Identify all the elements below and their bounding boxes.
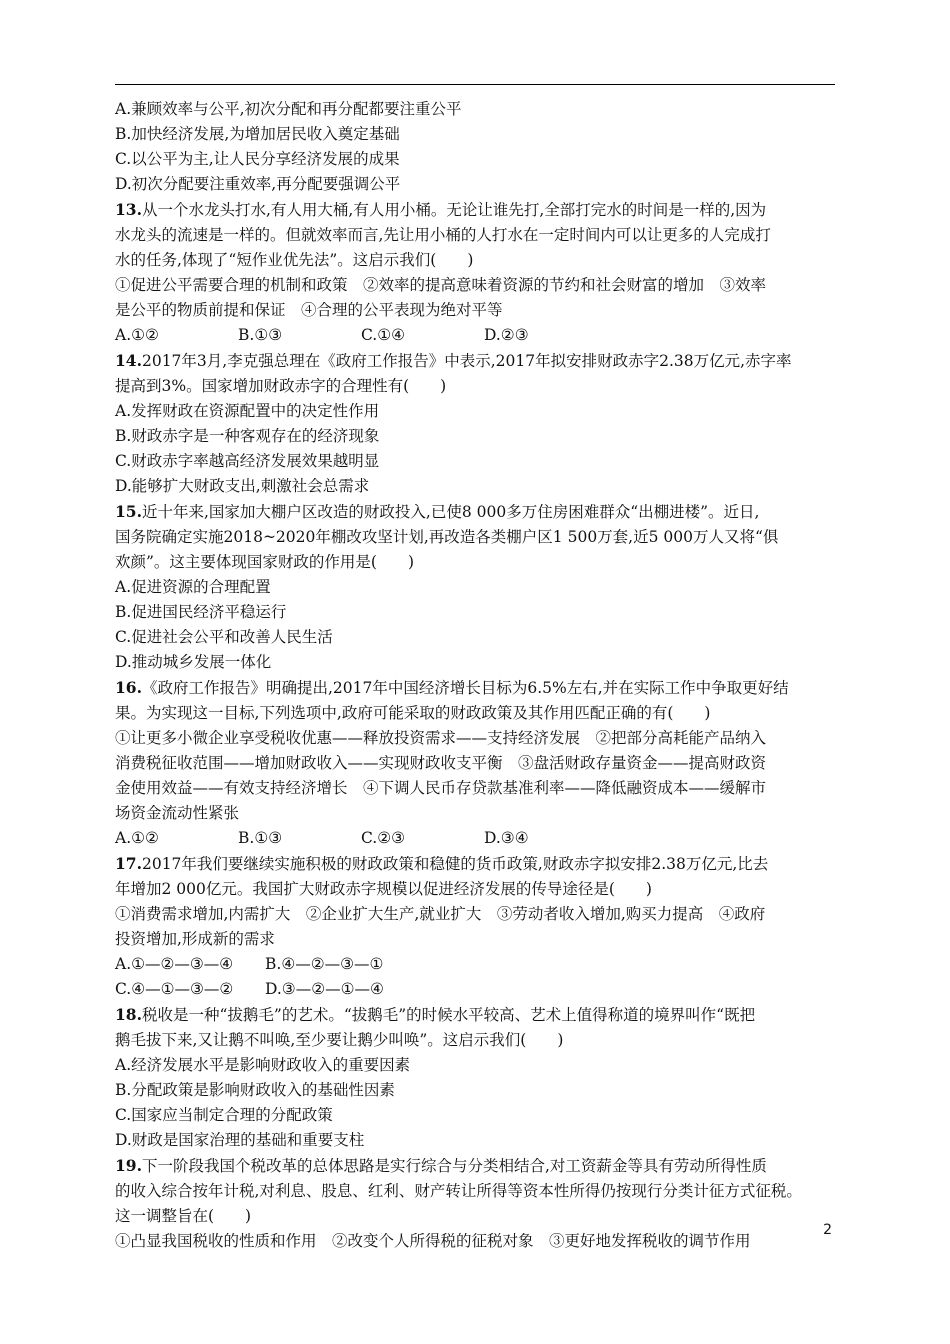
- option: C.以公平为主,让人民分享经济发展的成果: [115, 150, 400, 168]
- question-item: ①消费需求增加,内需扩大 ②企业扩大生产,就业扩大 ③劳动者收入增加,购买力提高 ④政府: [115, 905, 766, 923]
- option: C.促进社会公平和改善人民生活: [115, 628, 333, 646]
- option: A.经济发展水平是影响财政收入的重要因素: [115, 1056, 411, 1074]
- option: B.加快经济发展,为增加居民收入奠定基础: [115, 125, 400, 143]
- question-stem: 提高到3%。国家增加财政赤字的合理性有( ): [115, 377, 447, 395]
- question-13: [115, 197, 837, 348]
- question-stem: 欢颜”。这主要体现国家财政的作用是( ): [115, 553, 415, 571]
- option: C.①④: [361, 326, 406, 344]
- option: D.初次分配要注重效率,再分配要强调公平: [115, 175, 401, 193]
- question-18: [115, 1002, 837, 1153]
- question-stem: 从一个水龙头打水,有人用大桶,有人用小桶。无论让谁先打,全部打完水的时间是一样的,因为: [141, 201, 767, 219]
- question-stem: 果。为实现这一目标,下列选项中,政府可能采取的财政政策及其作用匹配正确的有( ): [115, 704, 711, 722]
- question-16: [115, 675, 837, 851]
- options-row: [115, 952, 837, 977]
- options-row: [115, 977, 837, 1002]
- question-number: 14.: [115, 351, 142, 370]
- option: D.财政是国家治理的基础和重要支柱: [115, 1131, 365, 1149]
- option: B.①③: [238, 326, 283, 344]
- option: D.能够扩大财政支出,刺激社会总需求: [115, 477, 370, 495]
- options-row: [115, 323, 837, 348]
- question-stem: 年增加2 000亿元。我国扩大财政赤字规模以促进经济发展的传导途径是( ): [115, 880, 652, 898]
- question-stem: 2017年3月,李克强总理在《政府工作报告》中表示,2017年拟安排财政赤字2.38万亿元,赤字率: [141, 352, 792, 370]
- question-stem: 近十年来,国家加大棚户区改造的财政投入,已使8 000多万住房困难群众“出棚进楼”。近日,: [141, 503, 760, 521]
- question-19: [115, 1153, 837, 1254]
- page-content: [115, 97, 837, 1254]
- question-stem: 的收入综合按年计税,对利息、股息、红利、财产转让所得等资本性所得仍按现行分类计征方式征税。: [115, 1182, 802, 1200]
- option: D.推动城乡发展一体化: [115, 653, 272, 671]
- question-stem: 税收是一种“拔鹅毛”的艺术。“拔鹅毛”的时候水平较高、艺术上值得称道的境界叫作“既把: [141, 1006, 756, 1024]
- question-item: 消费税征收范围——增加财政收入——实现财政收支平衡 ③盘活财政存量资金——提高财政资: [115, 754, 767, 772]
- q12-options: [115, 97, 837, 197]
- question-item: 场资金流动性紧张: [115, 804, 240, 822]
- question-number: 19.: [115, 1156, 142, 1175]
- question-number: 16.: [115, 678, 142, 697]
- question-number: 17.: [115, 854, 142, 873]
- option: B.④—②—③—①: [265, 955, 384, 973]
- page-number: 2: [823, 1222, 832, 1238]
- question-stem: 下一阶段我国个税改革的总体思路是实行综合与分类相结合,对工资薪金等具有劳动所得性质: [141, 1157, 767, 1175]
- option: A.①—②—③—④: [115, 955, 234, 973]
- option: A.①②: [115, 326, 159, 344]
- option: A.兼顾效率与公平,初次分配和再分配都要注重公平: [115, 100, 462, 118]
- question-stem: 2017年我们要继续实施积极的财政政策和稳健的货币政策,财政赤字拟安排2.38万亿元,比去: [141, 855, 769, 873]
- question-stem: 《政府工作报告》明确提出,2017年中国经济增长目标为6.5%左右,并在实际工作中争取更好结: [141, 679, 789, 697]
- question-stem: 水龙头的流速是一样的。但就效率而言,先让用小桶的人打水在一定时间内可以让更多的人完成打: [115, 226, 771, 244]
- option: A.促进资源的合理配置: [115, 578, 271, 596]
- question-item: ①促进公平需要合理的机制和政策 ②效率的提高意味着资源的节约和社会财富的增加 ③效率: [115, 276, 767, 294]
- question-number: 18.: [115, 1005, 142, 1024]
- question-item: ①让更多小微企业享受税收优惠——释放投资需求——支持经济发展 ②把部分高耗能产品纳入: [115, 729, 767, 747]
- option: C.财政赤字率越高经济发展效果越明显: [115, 452, 380, 470]
- header-rule: [115, 84, 835, 85]
- option: C.②③: [361, 829, 406, 847]
- question-17: [115, 851, 837, 1002]
- question-item: ①凸显我国税收的性质和作用 ②改变个人所得税的征税对象 ③更好地发挥税收的调节作用: [115, 1232, 751, 1250]
- option: C.国家应当制定合理的分配政策: [115, 1106, 333, 1124]
- question-stem: 国务院确定实施2018~2020年棚改攻坚计划,再改造各类棚户区1 500万套,近5 000万人又将“俱: [115, 528, 779, 546]
- option: D.③—②—①—④: [265, 980, 384, 998]
- options-row: [115, 826, 837, 851]
- option: B.促进国民经济平稳运行: [115, 603, 287, 621]
- question-item: 投资增加,形成新的需求: [115, 930, 275, 948]
- option: C.④—①—③—②: [115, 980, 234, 998]
- question-item: 金使用效益——有效支持经济增长 ④下调人民币存贷款基准利率——降低融资成本——缓解市: [115, 779, 767, 797]
- question-stem: 水的任务,体现了“短作业优先法”。这启示我们( ): [115, 251, 474, 269]
- option: D.③④: [484, 829, 529, 847]
- question-item: 是公平的物质前提和保证 ④合理的公平表现为绝对平等: [115, 301, 503, 319]
- option: D.②③: [484, 326, 529, 344]
- option: B.①③: [238, 829, 283, 847]
- question-number: 13.: [115, 200, 142, 219]
- question-number: 15.: [115, 502, 142, 521]
- question-stem: 这一调整旨在( ): [115, 1207, 252, 1225]
- option: B.分配政策是影响财政收入的基础性因素: [115, 1081, 395, 1099]
- option: B.财政赤字是一种客观存在的经济现象: [115, 427, 380, 445]
- question-stem: 鹅毛拔下来,又让鹅不叫唤,至少要让鹅少叫唤”。这启示我们( ): [115, 1031, 564, 1049]
- option: A.①②: [115, 829, 159, 847]
- question-15: [115, 499, 837, 675]
- option: A.发挥财政在资源配置中的决定性作用: [115, 402, 380, 420]
- question-14: [115, 348, 837, 499]
